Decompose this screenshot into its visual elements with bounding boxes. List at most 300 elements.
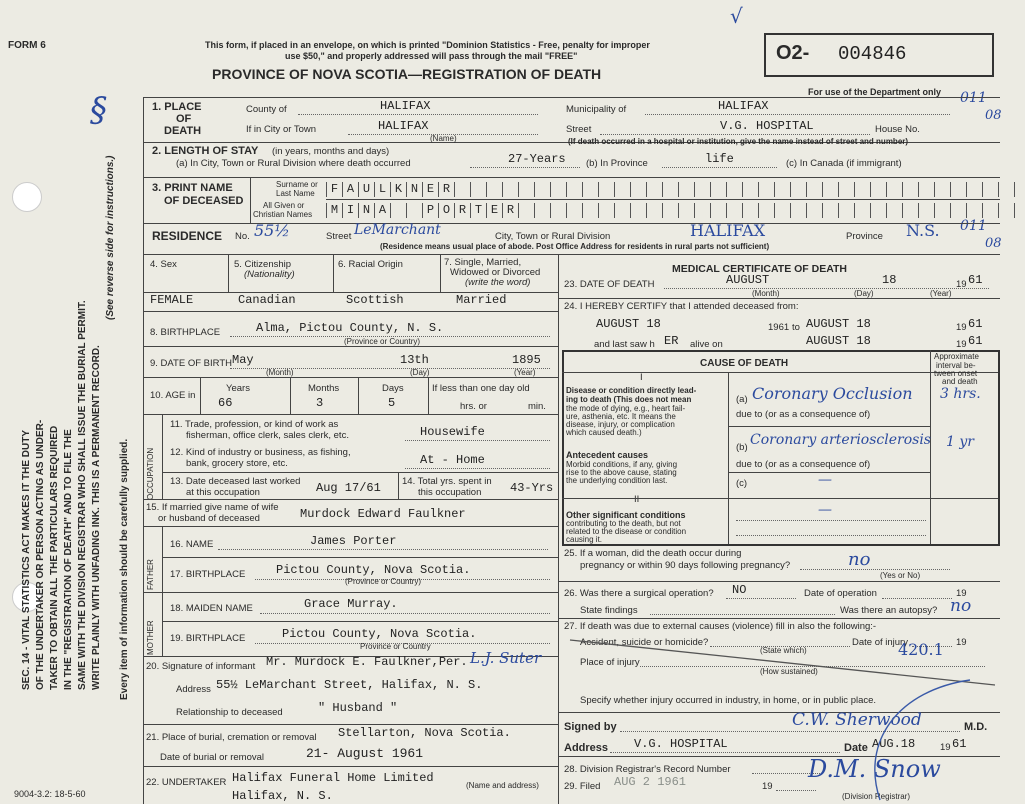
margin-code-1: 011 xyxy=(960,90,987,106)
sex-value: FEMALE xyxy=(150,293,194,307)
dept-use: For use of the Department only xyxy=(808,87,942,97)
undertaker-note: (Name and address) xyxy=(466,781,539,790)
cause-ii-value: — xyxy=(818,502,832,518)
city-label: If in City or Town xyxy=(246,124,317,135)
citizenship-label-1: 5. Citizenship xyxy=(234,259,292,270)
alive-on-label: alive on xyxy=(690,339,723,350)
county-label: County of xyxy=(246,104,287,115)
stay-label-note: (in years, months and days) xyxy=(272,146,390,157)
occupation-vlabel: OCCUPATION xyxy=(146,447,155,500)
name-letter-cell xyxy=(662,182,678,197)
date-death-year: 61 xyxy=(968,273,983,287)
q27-prefix: 19 xyxy=(956,637,967,648)
sex-label: 4. Sex xyxy=(150,259,177,270)
name-letter-cell xyxy=(1014,203,1025,218)
residence-street: LeMarchant xyxy=(354,222,441,238)
side-text-4: IN THE "REGISTRATION OF DEATH" AND TO FILE THE xyxy=(63,429,74,690)
surname-grid xyxy=(326,182,1025,197)
q27-injury-date-label: Date of injury xyxy=(852,637,908,648)
ante-1: Antecedent causes xyxy=(566,450,649,460)
age-months: 3 xyxy=(316,396,324,410)
occ-11-label-2: fisherman, office clerk, sales clerk, etc. xyxy=(186,430,349,441)
side-text-2: OF THE UNDERTAKER OR PERSON ACTING AS UNDER- xyxy=(35,419,46,690)
reg-prefix: O2- xyxy=(776,42,810,64)
certify-label: 24. I HEREBY CERTIFY that I attended deceased from: xyxy=(564,301,799,312)
municipality-label: Municipality of xyxy=(566,104,627,115)
margin-code-2: 08 xyxy=(985,108,1002,123)
burial-date: 21- August 1961 xyxy=(306,746,424,761)
dis-2: ing to death (This does not mean xyxy=(566,395,692,404)
marital-label-2: Widowed or Divorced xyxy=(450,267,541,278)
house-label: House No. xyxy=(875,124,920,135)
name-letter-cell xyxy=(470,182,486,197)
name-letter-cell: M xyxy=(326,203,342,218)
dis-6: which caused death.) xyxy=(566,428,642,437)
registrar-sig: D.M. Snow xyxy=(808,755,941,783)
cause-b-label: (b) xyxy=(736,442,748,453)
q25-note: (Yes or No) xyxy=(880,571,921,580)
sign-date-year: 61 xyxy=(952,737,967,751)
signed-by-sig: C.W. Sherwood xyxy=(792,710,922,730)
div-record-label: 28. Division Registrar's Record Number xyxy=(564,764,731,775)
name-letter-cell xyxy=(822,203,838,218)
q27-state-note: (State which) xyxy=(760,646,807,655)
attend-to-year: 61 xyxy=(968,317,983,331)
margin-code-3: 011 xyxy=(960,218,987,234)
surname-label-2: Last Name xyxy=(276,189,315,198)
city-value: HALIFAX xyxy=(378,119,429,133)
header-note-2: use $50," and properly addressed will pass through the mail "FREE" xyxy=(285,51,578,61)
occ-14-label-2: this occupation xyxy=(418,487,482,498)
name-letter-cell xyxy=(854,182,870,197)
name-letter-cell: U xyxy=(358,182,374,197)
mother-name: Grace Murray. xyxy=(304,597,398,611)
q27-label: 27. If death was due to external causes (violence) fill in also the following:- xyxy=(564,621,877,632)
ante-4: the underlying condition last. xyxy=(566,476,668,485)
name-letter-cell xyxy=(550,203,566,218)
cause-c-label: (c) xyxy=(736,478,748,489)
stay-c-label: (c) In Canada (if immigrant) xyxy=(786,158,902,169)
occ-12-label-2: bank, grocery store, etc. xyxy=(186,458,288,469)
name-letter-cell: I xyxy=(342,203,358,218)
father-name: James Porter xyxy=(310,534,397,548)
mother-bp-label: 19. BIRTHPLACE xyxy=(170,633,246,644)
name-letter-cell xyxy=(742,182,758,197)
age-under-label-3: min. xyxy=(528,401,546,412)
name-letter-cell xyxy=(838,203,854,218)
date-death-label: 23. DATE OF DEATH xyxy=(564,279,655,290)
attend-to: AUGUST 18 xyxy=(806,317,871,331)
father-vlabel: FATHER xyxy=(146,559,155,590)
name-letter-cell xyxy=(566,203,582,218)
alive-on-prefix: 19 xyxy=(956,339,967,350)
name-letter-cell xyxy=(822,182,838,197)
name-letter-cell xyxy=(918,203,934,218)
stay-label: 2. LENGTH OF STAY xyxy=(152,145,259,157)
name-letter-cell: A xyxy=(342,182,358,197)
name-letter-cell xyxy=(966,203,982,218)
informant-addr: 55½ LeMarchant Street, Halifax, N. S. xyxy=(216,678,483,692)
occ-11-value: Housewife xyxy=(420,425,485,439)
name-letter-cell xyxy=(950,203,966,218)
name-letter-cell: R xyxy=(502,203,518,218)
dob-year: 1895 xyxy=(512,353,541,367)
other-1: Other significant conditions xyxy=(566,510,686,520)
name-letter-cell xyxy=(902,203,918,218)
birthplace-value: Alma, Pictou County, N. S. xyxy=(256,321,444,335)
name-letter-cell xyxy=(870,203,886,218)
name-letter-cell xyxy=(726,203,742,218)
margin-code-4: 08 xyxy=(985,236,1002,251)
name-letter-cell xyxy=(614,182,630,197)
name-letter-cell xyxy=(870,182,886,197)
residence-prov: N.S. xyxy=(906,221,940,240)
marital-label-1: 7. Single, Married, xyxy=(444,257,522,268)
stay-b-label: (b) In Province xyxy=(586,158,648,169)
stay-b-value: life xyxy=(705,152,734,166)
name-letter-cell xyxy=(550,182,566,197)
registrar-flourish xyxy=(820,660,1020,804)
dob-year-note: (Year) xyxy=(514,368,536,377)
due-to-2: due to (or as a consequence of) xyxy=(736,459,871,470)
due-to-1: due to (or as a consequence of) xyxy=(736,409,871,420)
spouse-value: Murdock Edward Faulkner xyxy=(300,507,466,521)
occ-12-value: At - Home xyxy=(420,453,485,467)
side-text-5: SAME WITH THE DIVISION REGISTRAR WHO SHALL ISSUE THE BURIAL PERMIT. xyxy=(77,300,88,690)
age-years-label: Years xyxy=(226,383,250,394)
side-text-3: TAKER TO OBTAIN ALL THE PARTICULARS REQUIRED xyxy=(49,425,60,690)
name-letter-cell xyxy=(998,182,1014,197)
informant-sig-hw: L.J. Suter xyxy=(470,649,542,667)
medical-title: MEDICAL CERTIFICATE OF DEATH xyxy=(672,263,847,275)
spouse-label-2: or husband of deceased xyxy=(158,513,260,524)
name-letter-cell xyxy=(790,182,806,197)
spouse-label-1: 15. If married give name of wife xyxy=(146,502,279,513)
surname-label-1: Surname or xyxy=(276,180,318,189)
residence-town-label: City, Town or Rural Division xyxy=(495,231,611,242)
name-letter-cell xyxy=(790,203,806,218)
name-letter-cell: F xyxy=(326,182,342,197)
ante-2: Morbid conditions, if any, giving xyxy=(566,460,678,469)
q26-value: NO xyxy=(732,583,747,597)
date-death-prefix: 19 xyxy=(956,279,967,290)
informant-sig-label: 20. Signature of informant xyxy=(146,661,256,672)
occ-13-value: Aug 17/61 xyxy=(316,481,381,495)
date-death-month-note: (Month) xyxy=(752,289,780,298)
margin-mark: § xyxy=(90,90,107,130)
occ-14-label-1: 14. Total yrs. spent in xyxy=(402,476,492,487)
form-id: FORM 6 xyxy=(8,40,46,51)
name-letter-cell xyxy=(806,203,822,218)
age-months-label: Months xyxy=(308,383,340,394)
mother-vlabel: MOTHER xyxy=(146,620,155,655)
cause-a-interval: 3 hrs. xyxy=(940,386,981,402)
name-letter-cell xyxy=(710,203,726,218)
name-letter-cell xyxy=(598,182,614,197)
father-bp-label: 17. BIRTHPLACE xyxy=(170,569,246,580)
residence-town: HALIFAX xyxy=(690,221,766,240)
dob-day-note: (Day) xyxy=(410,368,430,377)
name-letter-cell: E xyxy=(486,203,502,218)
father-bp: Pictou County, Nova Scotia. xyxy=(276,563,471,577)
age-label: 10. AGE in xyxy=(150,390,196,401)
burial-place: Stellarton, Nova Scotia. xyxy=(338,726,511,740)
place-label-3: DEATH xyxy=(164,125,202,137)
date-death-day: 18 xyxy=(882,273,897,287)
alive-on-date: AUGUST 18 xyxy=(806,334,871,348)
name-label-2: OF DECEASED xyxy=(164,195,244,207)
name-letter-cell xyxy=(518,182,534,197)
place-label-2: OF xyxy=(176,113,192,125)
age-years: 66 xyxy=(218,396,233,410)
name-letter-cell xyxy=(406,203,422,218)
side-text-8: Every item of information should be carefully supplied. xyxy=(119,438,130,700)
name-letter-cell: O xyxy=(438,203,454,218)
undertaker-label: 22. UNDERTAKER xyxy=(146,777,227,788)
name-letter-cell xyxy=(566,182,582,197)
dob-month: May xyxy=(232,353,254,367)
page-title: PROVINCE OF NOVA SCOTIA—REGISTRATION OF DEATH xyxy=(212,66,602,82)
name-letter-cell xyxy=(390,203,406,218)
name-letter-cell: P xyxy=(422,203,438,218)
sign-date: AUG.18 xyxy=(872,737,916,751)
name-label-1: 3. PRINT NAME xyxy=(152,182,233,194)
informant-rel-label: Relationship to deceased xyxy=(176,707,283,718)
occ-14-value: 43-Yrs xyxy=(510,481,554,495)
citizenship-value: Canadian xyxy=(238,293,296,307)
race-label: 6. Racial Origin xyxy=(338,259,403,270)
burial-place-label: 21. Place of burial, cremation or removal xyxy=(146,732,317,743)
dob-month-note: (Month) xyxy=(266,368,294,377)
name-letter-cell: K xyxy=(390,182,406,197)
q26-label: 26. Was there a surgical operation? xyxy=(564,588,714,599)
name-letter-cell xyxy=(694,203,710,218)
sign-date-prefix: 19 xyxy=(940,742,951,753)
name-letter-cell xyxy=(726,182,742,197)
cause-b-interval: 1 yr xyxy=(946,434,974,450)
residence-street-label: Street xyxy=(326,231,352,242)
name-letter-cell: T xyxy=(470,203,486,218)
interval-4: and death xyxy=(942,377,978,386)
city-name-note: (Name) xyxy=(430,134,457,143)
name-letter-cell: E xyxy=(422,182,438,197)
side-text-7: (See reverse side for instructions.) xyxy=(105,155,116,320)
occ-11-label-1: 11. Trade, profession, or kind of work as xyxy=(170,419,339,430)
dis-4: ure, asthenia, etc. It means the xyxy=(566,412,676,421)
residence-no: 55½ xyxy=(254,221,290,240)
name-letter-cell xyxy=(614,203,630,218)
q27-how-note: (How sustained) xyxy=(760,667,818,676)
hospital-note: (If death occurred in a hospital or institution, give the name instead of street and number) xyxy=(568,137,909,146)
undertaker-name: Halifax Funeral Home Limited xyxy=(232,771,434,785)
side-text-6: WRITE PLAINLY WITH UNFADING INK. THIS IS A PERMANENT RECORD. xyxy=(91,345,102,690)
father-name-label: 16. NAME xyxy=(170,539,214,550)
name-letter-cell xyxy=(486,182,502,197)
filed-label: 29. Filed xyxy=(564,781,601,792)
filed-prefix: 19 xyxy=(762,781,773,792)
burial-date-label: Date of burial or removal xyxy=(160,752,265,763)
punch-hole-top xyxy=(12,182,42,212)
name-letter-cell xyxy=(694,182,710,197)
dob-label: 9. DATE OF BIRTH xyxy=(150,358,232,369)
cause-title: CAUSE OF DEATH xyxy=(700,358,789,369)
father-bp-note: (Province or Country) xyxy=(345,577,422,586)
name-letter-cell: N xyxy=(406,182,422,197)
informant-sig: Mr. Murdock E. Faulkner,Per. xyxy=(266,655,468,669)
date-death-month: AUGUST xyxy=(726,273,770,287)
q26-prefix: 19 xyxy=(956,588,967,599)
given-grid xyxy=(326,203,1025,218)
other-4: causing it. xyxy=(566,535,603,544)
mother-name-label: 18. MAIDEN NAME xyxy=(170,603,253,614)
marital-value: Married xyxy=(456,293,507,307)
name-letter-cell xyxy=(646,203,662,218)
q26-autopsy-label: Was there an autopsy? xyxy=(840,605,938,616)
name-letter-cell xyxy=(950,182,966,197)
name-letter-cell: A xyxy=(374,203,390,218)
dis-5: disease, injury, or complication xyxy=(566,420,675,429)
occ-13-label-2: at this occupation xyxy=(186,487,260,498)
name-letter-cell xyxy=(598,203,614,218)
check-mark: √ xyxy=(730,4,743,28)
name-letter-cell xyxy=(678,182,694,197)
name-letter-cell xyxy=(982,182,998,197)
name-letter-cell xyxy=(758,203,774,218)
name-letter-cell xyxy=(806,182,822,197)
citizenship-label-2: (Nationality) xyxy=(244,269,295,280)
name-letter-cell xyxy=(502,182,518,197)
street-label: Street xyxy=(566,124,592,135)
other-2: contributing to the death, but not xyxy=(566,519,681,528)
place-label-1: 1. PLACE xyxy=(152,101,202,113)
other-3: related to the disease or condition xyxy=(566,527,687,536)
footer-code: 9004-3.2: 18-5-60 xyxy=(14,789,86,799)
street-value: V.G. HOSPITAL xyxy=(720,119,814,133)
name-letter-cell xyxy=(902,182,918,197)
last-saw-label: and last saw h xyxy=(594,339,655,350)
md-label: M.D. xyxy=(964,721,988,733)
birthplace-label: 8. BIRTHPLACE xyxy=(150,327,221,338)
date-death-day-note: (Day) xyxy=(854,289,874,298)
sign-address-label: Address xyxy=(564,742,609,754)
name-letter-cell xyxy=(918,182,934,197)
sign-address: V.G. HOSPITAL xyxy=(634,737,728,751)
name-letter-cell xyxy=(534,203,550,218)
q25-value: no xyxy=(848,549,871,570)
sign-date-label: Date xyxy=(844,742,868,754)
name-letter-cell: N xyxy=(358,203,374,218)
name-letter-cell xyxy=(998,203,1014,218)
name-letter-cell xyxy=(534,182,550,197)
name-letter-cell xyxy=(710,182,726,197)
cause-a-value: Coronary Occlusion xyxy=(752,384,913,403)
q27-spec-label: Specify whether injury occurred in industry, in home, or in public place. xyxy=(580,695,877,706)
q26-find-label: State findings xyxy=(580,605,638,616)
date-death-year-note: (Year) xyxy=(930,289,952,298)
dis-1: Disease or condition directly lead- xyxy=(566,386,697,395)
q27-place-label: Place of injury xyxy=(580,657,640,668)
name-letter-cell xyxy=(630,203,646,218)
name-letter-cell: L xyxy=(374,182,390,197)
county-value: HALIFAX xyxy=(380,99,431,113)
marital-label-3: (write the word) xyxy=(465,277,531,288)
q26-autopsy-value: no xyxy=(950,596,972,616)
name-letter-cell xyxy=(966,182,982,197)
cause-a-label: (a) xyxy=(736,394,748,405)
mother-bp-note: Province or Country xyxy=(360,642,431,651)
age-days: 5 xyxy=(388,396,396,410)
filed-stamp: AUG 2 1961 xyxy=(614,775,687,789)
q27-acc-label: Accident, suicide or homicide? xyxy=(580,637,709,648)
informant-rel: " Husband " xyxy=(318,701,398,715)
roman-1: I xyxy=(640,372,643,383)
q26-date-label: Date of operation xyxy=(804,588,877,599)
last-saw-her: ER xyxy=(664,334,679,348)
name-letter-cell xyxy=(454,182,470,197)
cause-c-value: — xyxy=(818,472,832,488)
age-under-label-1: If less than one day old xyxy=(432,383,530,394)
ante-3: rise to the above cause, stating xyxy=(566,468,677,477)
name-letter-cell xyxy=(742,203,758,218)
name-letter-cell xyxy=(582,203,598,218)
interval-2: interval be- xyxy=(936,361,976,370)
header-note-1: This form, if placed in an envelope, on which is printed "Dominion Statistics - Free, penalty for improper xyxy=(205,40,650,50)
name-letter-cell xyxy=(630,182,646,197)
side-text-1: SEC. 14 - VITAL STATISTICS ACT MAKES IT THE DUTY xyxy=(21,429,32,690)
attend-to-label: to xyxy=(792,322,800,333)
alive-on-year: 61 xyxy=(968,334,983,348)
registration-number-box xyxy=(764,33,994,77)
mother-bp: Pictou County, Nova Scotia. xyxy=(282,627,477,641)
cause-b-value: Coronary arteriosclerosis xyxy=(750,432,931,448)
name-letter-cell xyxy=(934,182,950,197)
name-letter-cell xyxy=(1014,182,1025,197)
name-letter-cell xyxy=(854,203,870,218)
name-letter-cell xyxy=(678,203,694,218)
interval-1: Approximate xyxy=(934,352,979,361)
name-letter-cell: R xyxy=(454,203,470,218)
stay-a-label: (a) In City, Town or Rural Division where death occurred xyxy=(176,158,411,169)
name-letter-cell xyxy=(838,182,854,197)
informant-addr-label: Address xyxy=(176,684,211,695)
q25-label-1: 25. If a woman, did the death occur during xyxy=(564,548,742,559)
residence-prov-label: Province xyxy=(846,231,883,242)
age-days-label: Days xyxy=(382,383,404,394)
municipality-value: HALIFAX xyxy=(718,99,769,113)
registrar-note: (Division Registrar) xyxy=(842,792,911,801)
name-letter-cell xyxy=(774,182,790,197)
name-letter-cell xyxy=(982,203,998,218)
age-under-label-2: hrs. or xyxy=(460,401,487,412)
reg-number: 004846 xyxy=(838,43,907,65)
residence-no-label: No. xyxy=(235,231,250,242)
residence-note: (Residence means usual place of abode. Post Office Address for residents in rural parts not sufficient) xyxy=(380,242,770,251)
name-letter-cell xyxy=(886,182,902,197)
name-letter-cell xyxy=(774,203,790,218)
given-label-1: All Given or xyxy=(263,201,305,210)
given-label-2: Christian Names xyxy=(253,210,313,219)
name-letter-cell xyxy=(886,203,902,218)
name-letter-cell xyxy=(662,203,678,218)
q25-label-2: pregnancy or within 90 days following pregnancy? xyxy=(580,560,791,571)
stay-a-value: 27-Years xyxy=(508,152,566,166)
attend-from-year: 1961 xyxy=(768,322,790,333)
dis-3: the mode of dying, e.g., heart fail- xyxy=(566,404,686,413)
q27-code: 420.1 xyxy=(898,640,944,659)
occ-12-label-1: 12. Kind of industry or business, as fishing, xyxy=(170,447,351,458)
signed-by-label: Signed by xyxy=(564,721,617,733)
occ-13-label-1: 13. Date deceased last worked xyxy=(170,476,301,487)
